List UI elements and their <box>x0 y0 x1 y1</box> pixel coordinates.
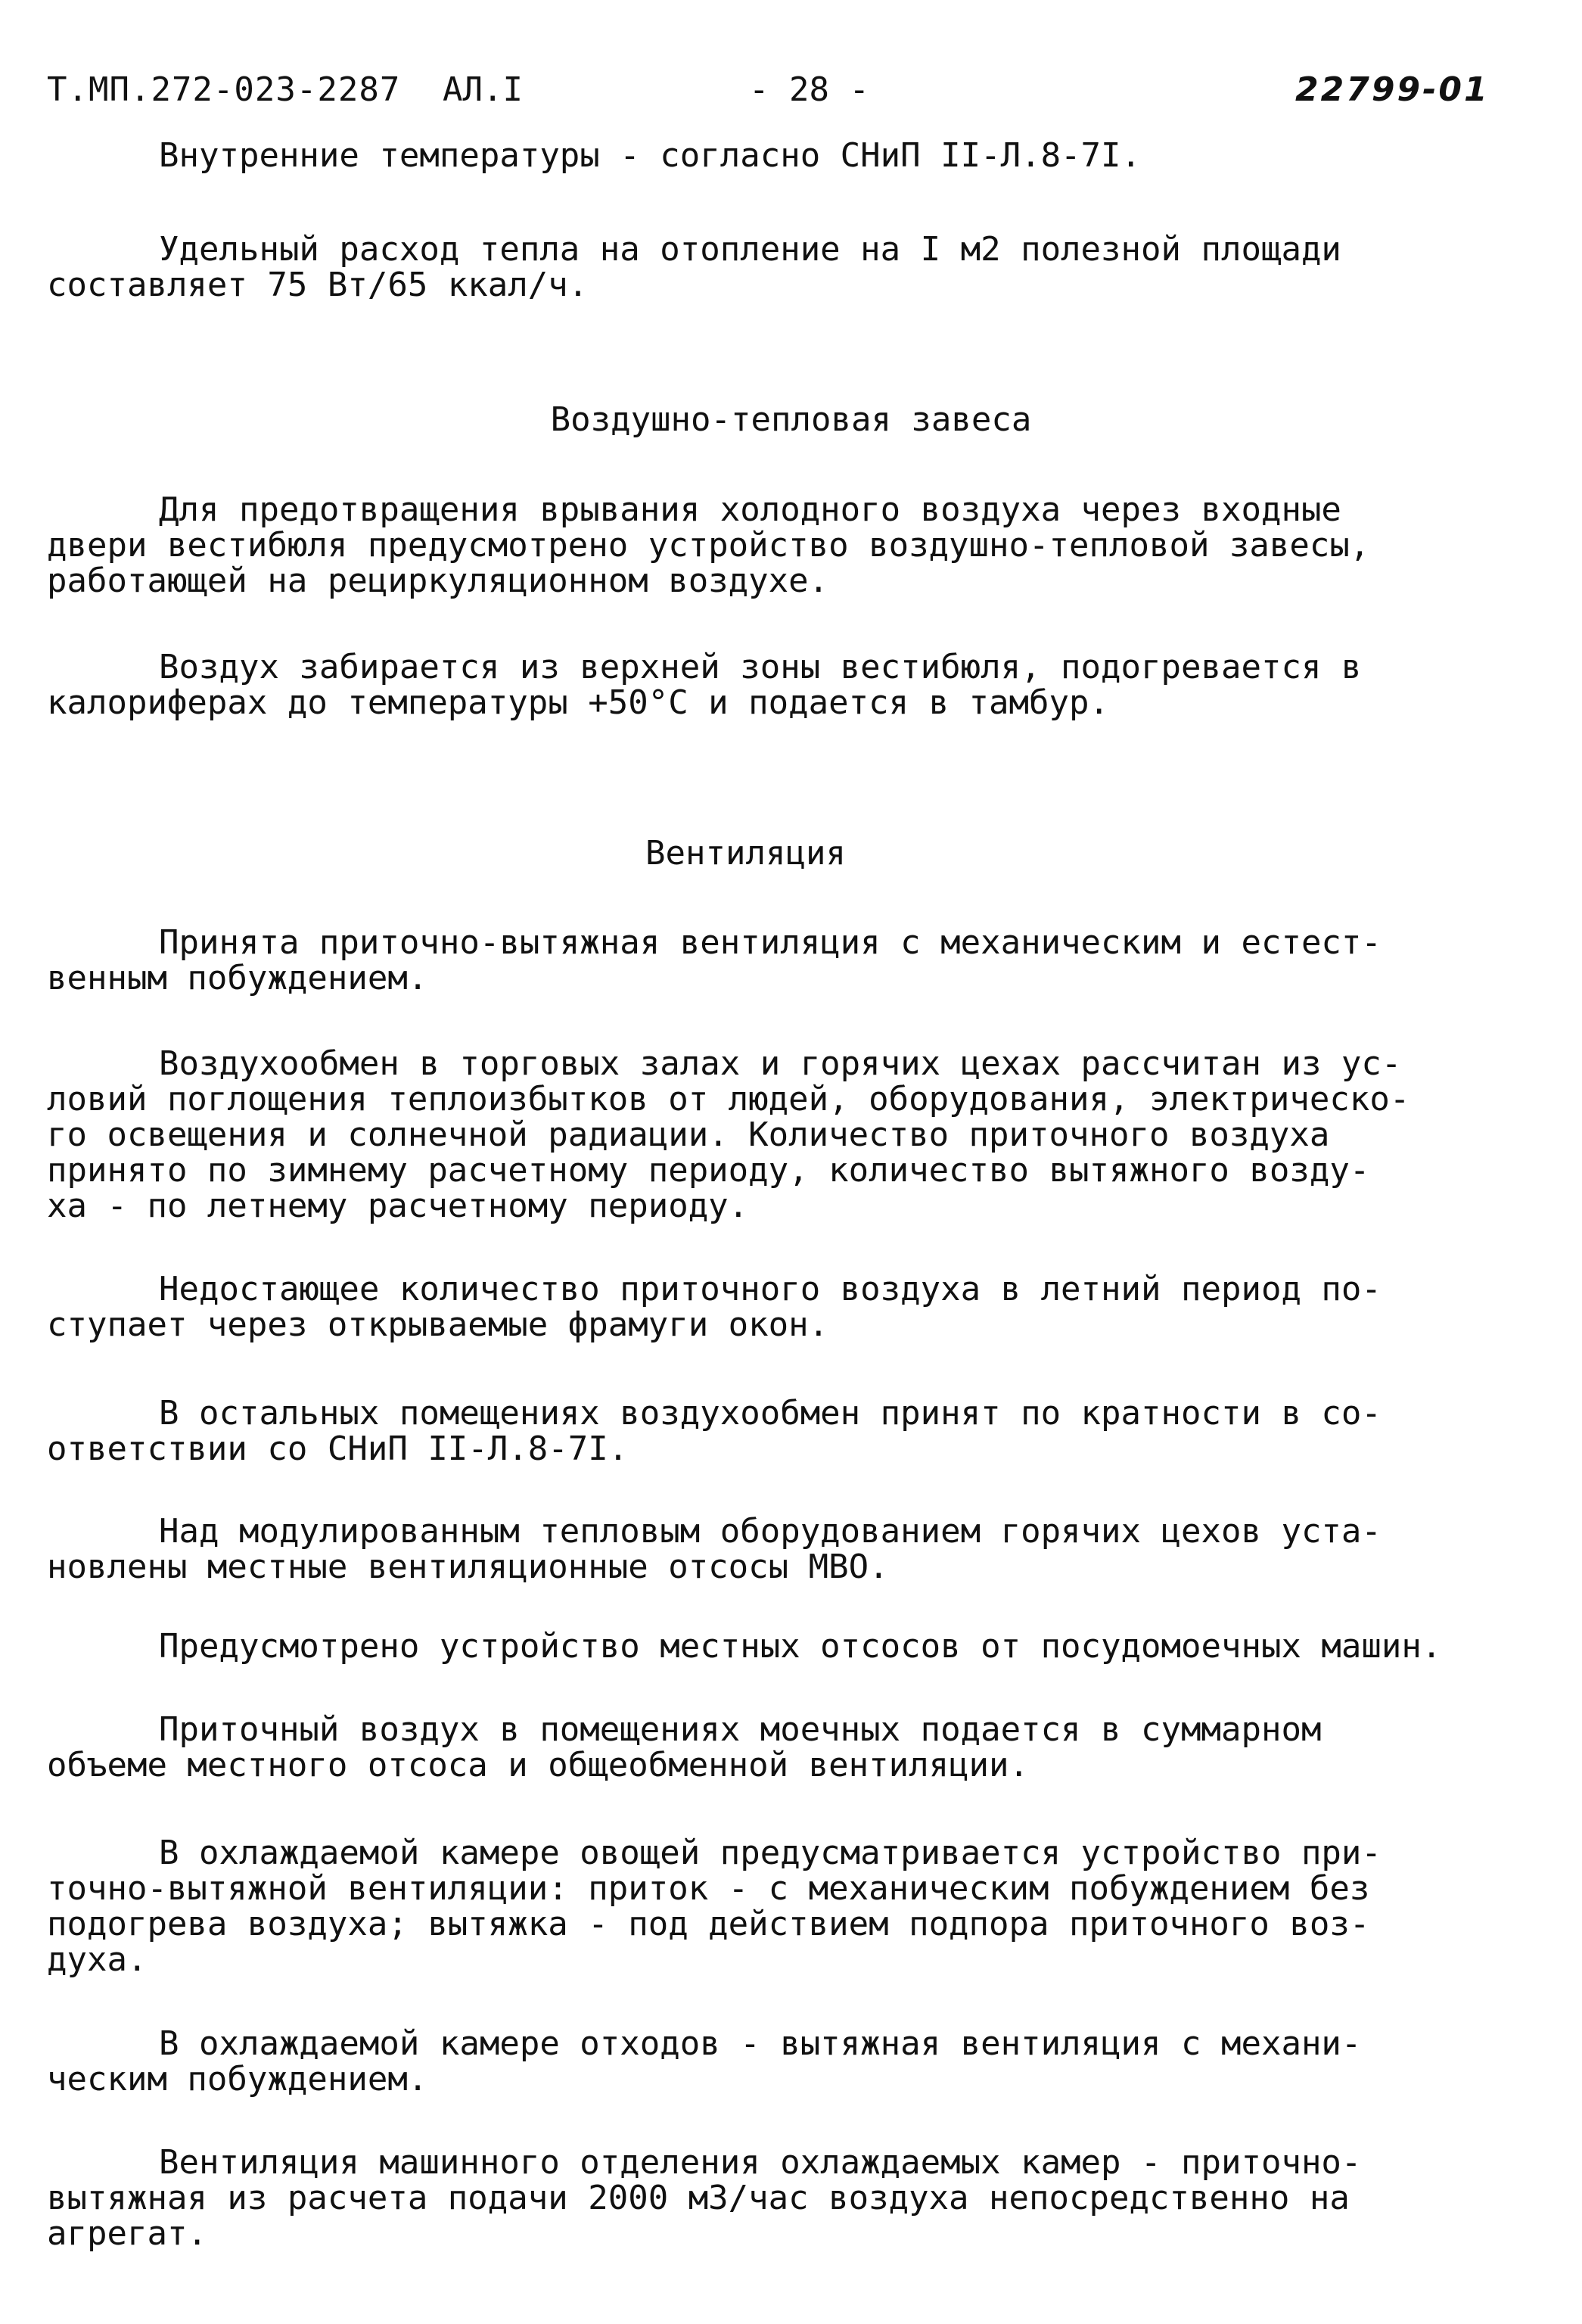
inventory-number: 22799-01 <box>1295 70 1490 109</box>
text-line: Недостающее количество приточного воздуха в летний период по- <box>159 1270 1382 1308</box>
paragraph <box>47 649 1530 720</box>
page-number: - 28 - <box>749 70 869 109</box>
text-line: венным побуждением. <box>47 959 428 997</box>
text-line: агрегат. <box>47 2214 207 2253</box>
section-heading: Воздушно-тепловая завеса <box>550 400 1032 439</box>
paragraph <box>47 2145 1530 2251</box>
document-code: Т.МП.272-023-2287 <box>47 70 401 109</box>
paragraph <box>47 1712 1530 1783</box>
text-line: принято по зимнему расчетному периоду, количество вытяжного возду- <box>47 1151 1370 1190</box>
paragraph <box>47 1629 1530 1664</box>
text-line: вытяжная из расчета подачи 2000 м3/час воздуха непосредственно на <box>47 2179 1350 2217</box>
text-line: новлены местные вентиляционные отсосы МВО. <box>47 1548 889 1586</box>
text-line: подогрева воздуха; вытяжка - под действием подпора приточного воз- <box>47 1905 1370 1943</box>
paragraph <box>47 1271 1530 1342</box>
text-line: го освещения и солнечной радиации. Количество приточного воздуха <box>47 1115 1330 1154</box>
paragraph <box>47 1395 1530 1467</box>
text-line: калориферах до температуры +50°С и подается в тамбур. <box>47 683 1109 722</box>
text-line: работающей на рециркуляционном воздухе. <box>47 562 829 600</box>
text-line: Над модулированным тепловым оборудованием горячих цехов уста- <box>159 1512 1382 1551</box>
text-line: ступает через открываемые фрамуги окон. <box>47 1305 829 1344</box>
text-line: Воздух забирается из верхней зоны вестибюля, подогревается в <box>159 648 1362 686</box>
text-line: Удельный расход тепла на отопление на I м2 полезной площади <box>159 230 1341 269</box>
text-line: В остальных помещениях воздухообмен принят по кратности в со- <box>159 1394 1382 1433</box>
paragraph <box>47 1835 1530 1977</box>
text-line: Для предотвращения врывания холодного воздуха через входные <box>159 490 1341 529</box>
text-line: Предусмотрено устройство местных отсосов от посудомоечных машин. <box>159 1627 1442 1666</box>
text-line: ответствии со СНиП II-Л.8-7I. <box>47 1430 629 1468</box>
paragraph <box>47 138 1530 173</box>
text-line: Принята приточно-вытяжная вентиляция с механическим и естест- <box>159 923 1382 962</box>
text-line: объеме местного отсоса и общеобменной вентиляции. <box>47 1746 1030 1784</box>
text-line: В охлаждаемой камере овощей предусматривается устройство при- <box>159 1834 1382 1872</box>
text-line: точно-вытяжной вентиляции: приток - с механическим побуждением без <box>47 1869 1370 1908</box>
album-label: АЛ.I <box>443 70 523 109</box>
text-line: духа. <box>47 1940 148 1979</box>
paragraph <box>47 2026 1530 2097</box>
section-heading: Вентиляция <box>645 834 846 873</box>
text-line: Приточный воздух в помещениях моечных подается в суммарном <box>159 1710 1322 1749</box>
paragraph <box>47 1046 1530 1224</box>
text-line: ческим побуждением. <box>47 2060 428 2098</box>
paragraph <box>47 232 1530 303</box>
text-line: Вентиляция машинного отделения охлаждаемых камер - приточно- <box>159 2143 1362 2182</box>
paragraph <box>47 1514 1530 1585</box>
text-line: двери вестибюля предусмотрено устройство воздушно-тепловой завесы, <box>47 526 1370 565</box>
text-line: ловий поглощения теплоизбытков от людей, оборудования, электрическо- <box>47 1080 1410 1118</box>
paragraph <box>47 492 1530 599</box>
paragraph <box>47 925 1530 996</box>
text-line: В охлаждаемой камере отходов - вытяжная вентиляция с механи- <box>159 2024 1362 2063</box>
text-line: Воздухообмен в торговых залах и горячих цехах рассчитан из ус- <box>159 1044 1402 1083</box>
text-line: Внутренние температуры - согласно СНиП II-Л.8-7I. <box>159 136 1142 175</box>
text-line: составляет 75 Вт/65 ккал/ч. <box>47 266 589 304</box>
text-line: ха - по летнему расчетному периоду. <box>47 1187 749 1225</box>
